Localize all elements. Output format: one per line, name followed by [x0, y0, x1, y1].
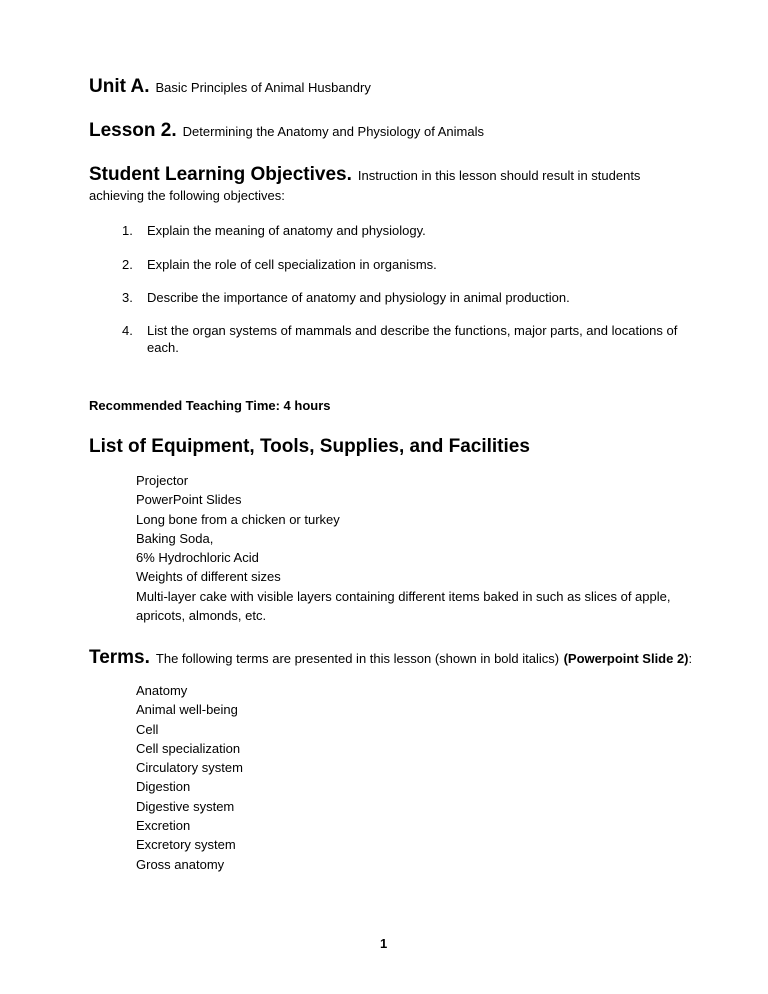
objective-item — [122, 289, 722, 306]
terms-intro: The following terms are presented in this lesson (shown in bold italics) — [155, 651, 560, 666]
objective-text: Describe the importance of anatomy and physiology in animal production. — [147, 290, 570, 305]
objective-number: 2. — [122, 257, 133, 272]
objective-text: Explain the role of cell specialization in organisms. — [147, 257, 437, 272]
terms-colon: : — [688, 651, 693, 666]
terms-slide-ref: (Powerpoint Slide 2) — [563, 651, 689, 666]
term-item: Excretion — [136, 818, 191, 834]
page-number: 1 — [380, 936, 388, 951]
term-item: Gross anatomy — [136, 856, 225, 872]
equipment-item: 6% Hydrochloric Acid — [136, 550, 259, 566]
objective-item — [122, 322, 692, 356]
teaching-time: Recommended Teaching Time: 4 hours — [89, 398, 331, 413]
unit-label: Unit A. — [89, 76, 150, 97]
equipment-heading: List of Equipment, Tools, Supplies, and Facilities — [89, 436, 530, 457]
term-item: Digestive system — [136, 798, 235, 814]
objective-item — [122, 256, 722, 273]
lesson-title: Determining the Anatomy and Physiology of Animals — [182, 124, 484, 139]
lesson-label: Lesson 2. — [89, 120, 177, 141]
term-item: Digestion — [136, 779, 191, 795]
equipment-item: Baking Soda, — [136, 530, 214, 546]
unit-heading — [89, 76, 371, 98]
equipment-list — [136, 471, 716, 625]
objective-number: 1. — [122, 223, 133, 238]
unit-title: Basic Principles of Animal Husbandry — [155, 80, 371, 95]
equipment-item: Weights of different sizes — [136, 569, 281, 585]
objectives-heading — [89, 164, 640, 186]
term-item: Cell — [136, 721, 159, 737]
term-item: Anatomy — [136, 683, 188, 698]
objective-text: Explain the meaning of anatomy and physiology. — [147, 223, 426, 238]
objectives-label: Student Learning Objectives. — [89, 164, 352, 185]
objectives-intro-continued: achieving the following objectives: — [89, 188, 285, 203]
term-item: Circulatory system — [136, 760, 243, 776]
terms-heading — [89, 647, 692, 669]
objective-number: 3. — [122, 290, 133, 305]
terms-label: Terms. — [89, 647, 150, 668]
objective-item — [122, 222, 722, 239]
objective-number: 4. — [122, 323, 133, 338]
objectives-intro: Instruction in this lesson should result in students — [357, 168, 641, 183]
equipment-item: Long bone from a chicken or turkey — [136, 511, 340, 527]
equipment-item: PowerPoint Slides — [136, 492, 242, 508]
equipment-item: Projector — [136, 473, 189, 488]
term-item: Animal well-being — [136, 702, 238, 718]
term-item: Cell specialization — [136, 740, 241, 756]
term-item: Excretory system — [136, 837, 236, 853]
objective-text: List the organ systems of mammals and describe the functions, major parts, and locations of each. — [147, 323, 678, 355]
lesson-heading — [89, 120, 484, 142]
equipment-item: Multi-layer cake with visible layers containing different items baked in such as slices of apple, apricots, almonds, etc. — [136, 588, 671, 624]
terms-list — [136, 681, 536, 874]
